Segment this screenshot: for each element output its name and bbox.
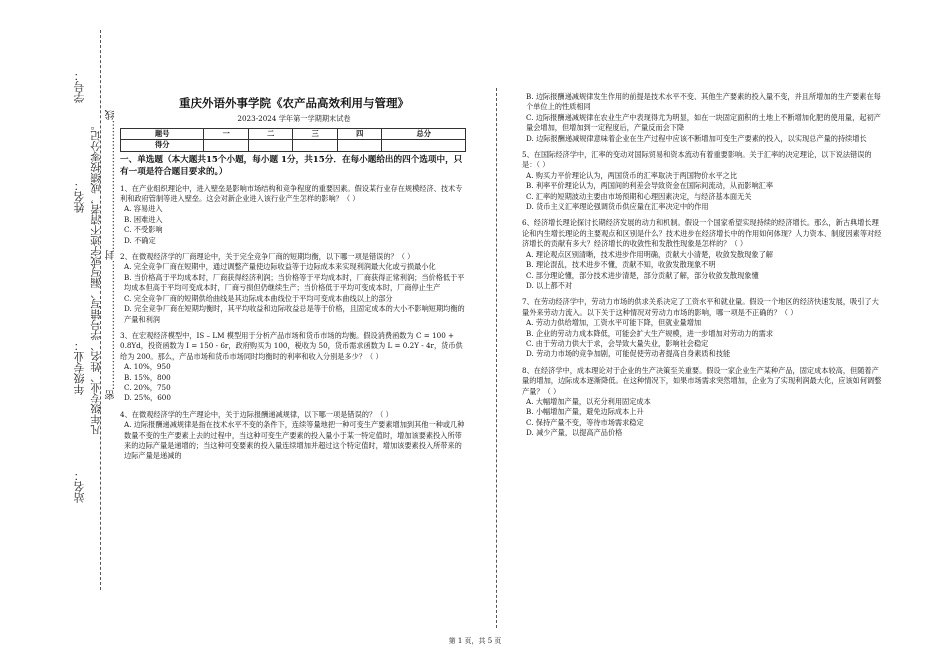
option-d[interactable]: D. 货币主义汇率理论强调货币供应量在汇率决定中的作用: [526, 202, 709, 212]
option-a[interactable]: A. 理论观点区别清晰，技术进步作用明确，贡献大小清楚，收敛发散现象了解: [526, 249, 773, 259]
site-label: 站名：: [73, 470, 86, 503]
question-stem: 6、经济增长理论探讨长期经济发展的动力和机制。假设一个国家希望实现持续的经济增长。那么，新古典增长理论和内生增长理论的主要观点和区别是什么？技术进步在经济增长中的作用如何体现？人力资本、制度因素等对经济增长的贡献有多大？经济增长的收敛性和发散性现象是怎样的？（ ）: [522, 218, 882, 249]
score-input-cell[interactable]: [337, 140, 382, 151]
option-d[interactable]: D. 不确定: [124, 235, 156, 245]
option-c[interactable]: C. 保持产量不变，等待市场需求稳定: [526, 417, 644, 427]
option-b[interactable]: B. 利率平价理论认为，两国间的利差会导致资金在国际间流动，从而影响汇率: [526, 181, 774, 191]
binding-margin: [28, 40, 117, 600]
option-a[interactable]: A. 购买力平价理论认为，两国货币的汇率取决于两国物价水平之比: [526, 170, 738, 180]
score-row-label: 得分: [121, 140, 204, 151]
option-a[interactable]: A. 完全竞争厂商在短期中，通过调整产量使边际收益等于边际成本来实现利润最大化或亏损最小化: [124, 262, 436, 272]
option-b[interactable]: B. 边际报酬递减规律发生作用的前提是技术水平不变、其他生产要素的投入量不变，并且所增加的生产要素在每个单位上的性质相同: [526, 92, 881, 112]
option-c[interactable]: C. 部分理论懂，部分技术进步清楚，部分贡献了解，部分收敛发散现象懂: [526, 270, 759, 280]
option-c[interactable]: C. 边际报酬递减规律在农业生产中表现得尤为明显，如在一块固定面积的土地上不断增加化肥的使用量，起初产量会增加，但增加到一定程度后，产量反而会下降: [526, 112, 881, 133]
name-label: 姓名：: [73, 180, 86, 213]
question-4-continued: [522, 92, 882, 144]
option-b[interactable]: B. 企业的劳动力成本降低，可能会扩大生产规模，进一步增加对劳动力的需求: [526, 328, 774, 338]
binding-seal-line: 密…………………………………封…………………………………线: [106, 110, 117, 400]
question-stem: 7、在劳动经济学中，劳动力市场的供求关系决定了工资水平和就业量。假设一个地区的经济快速发展，吸引了大量外来劳动力流入。以下关于这种情况对劳动力市场的影响，哪一项是不正确的？（ ）: [522, 297, 879, 317]
score-header-cell: 三: [293, 128, 338, 139]
option-d[interactable]: D. 减少产量，以提高产品价格: [526, 428, 623, 438]
score-input-cell[interactable]: [382, 140, 466, 151]
question-stem: 4、在微观经济学的生产理论中，关于边际报酬递减规律，以下哪一项是错误的？（ ）: [120, 409, 393, 419]
question-6: [522, 218, 882, 291]
grade-major-label: 年级专业：: [73, 340, 86, 395]
score-header-cell: 一: [204, 128, 249, 139]
question-stem: 2、在微观经济学的厂商理论中，关于完全竞争厂商的短期均衡，以下哪一项是错误的？（ ）: [120, 252, 415, 262]
binding-notice: 凡年级专业、姓名、学号错写、漏写或字迹不清者，成绩按零分记。: [90, 120, 102, 435]
option-b[interactable]: B. 15%，800: [124, 372, 171, 382]
option-d[interactable]: D. 以上都不对: [526, 280, 573, 290]
score-table: [120, 128, 466, 152]
question-stem: 3、在宏观经济模型中，IS – LM 模型用于分析产品市场和货币市场的均衡。假设消费函数为 C = 100 + 0.8Yd，投资函数为 I = 150 - 6r，政府购买为 100，税收为 50，货币需求函数为 L = 0.2Y - 4r，货币供给为 200。那么，产品市场和货币市场同时均衡时的利率和收入分别是多少？（ ）: [120, 330, 463, 361]
question-7: [522, 297, 882, 359]
score-input-cell[interactable]: [293, 140, 338, 151]
column-divider: [496, 88, 497, 628]
option-c[interactable]: C. 汇率的短期波动主要由市场预期和心理因素决定，与经济基本面无关: [526, 191, 752, 201]
option-b[interactable]: B. 理论混乱，技术进步不懂，贡献不知，收敛发散现象不明: [526, 260, 716, 270]
option-a[interactable]: A. 大幅增加产量，以充分利用固定成本: [526, 396, 651, 406]
score-header-cell: 题号: [121, 128, 204, 139]
option-a[interactable]: A. 边际报酬递减规律是指在技术水平不变的条件下，连续等量地把一种可变生产要素增加到其他一种或几种数量不变的生产要素上去的过程中，当这种可变生产要素的投入量小于某一特定值时，增加该要素投入所带来的边际产量是递增的；当这种可变要素的投入量连续增加并超过这个特定值时，增加该要素投入所带来的边际产量是递减的: [124, 420, 465, 461]
page-footer: 第 1 页，共 5 页: [448, 637, 502, 645]
option-a[interactable]: A. 容易进入: [124, 204, 163, 214]
option-b[interactable]: B. 小幅增加产量，避免边际成本上升: [526, 407, 644, 417]
option-c[interactable]: C. 由于劳动力供大于求，会导致大量失业，影响社会稳定: [526, 338, 709, 348]
question-stem: 5、在国际经济学中，汇率的变动对国际贸易和资本流动有着重要影响。关于汇率的决定理论，以下说法错误的是：（ ）: [522, 150, 872, 170]
score-input-cell[interactable]: [248, 140, 293, 151]
score-header-cell: 总分: [382, 128, 466, 139]
score-header-cell: 四: [337, 128, 382, 139]
question-4: [120, 410, 468, 462]
question-stem: 1、在产业组织理论中，进入壁垒是影响市场结构和竞争程度的重要因素。假设某行业存在规模经济、技术专利和政府管制等进入壁垒。这会对新企业进入该行业产生怎样的影响？（ ）: [120, 183, 463, 204]
left-column: [120, 88, 468, 462]
option-c[interactable]: C. 完全竞争厂商的短期供给曲线是其边际成本曲线位于平均可变成本曲线以上的部分: [124, 293, 393, 303]
option-a[interactable]: A. 10%，950: [124, 362, 171, 372]
question-2: [120, 252, 468, 325]
option-d[interactable]: D. 劳动力市场的竞争加剧，可能促使劳动者提高自身素质和技能: [526, 349, 731, 359]
option-c[interactable]: C. 不受影响: [124, 225, 163, 235]
student-id-label: 学号：: [73, 70, 86, 103]
option-c[interactable]: C. 20%，750: [124, 382, 171, 392]
option-b[interactable]: B. 困难进入: [124, 214, 163, 224]
option-d[interactable]: D. 25%，600: [124, 393, 171, 403]
question-8: [522, 366, 882, 439]
question-stem: 8、在经济学中，成本理论对于企业的生产决策至关重要。假设一家企业生产某种产品，固定成本较高，但随着产量的增加，边际成本逐渐降低。在这种情况下，如果市场需求突然增加，企业为了实现利润最大化，应该如何调整产量？（ ）: [522, 365, 882, 396]
exam-title: 重庆外语外事学院《农产品高效利用与管理》: [179, 96, 409, 110]
section-heading: 一、单选题（本大题共15个小题，每小题 1分，共15分．在每小题给出的四个选项中，只有一项是符合题目要求的。）: [120, 154, 463, 177]
option-d[interactable]: D. 完全竞争厂商在短期均衡时，其平均收益和边际收益总是等于价格，且固定成本的大小不影响短期均衡的产量和利润: [124, 304, 465, 324]
exam-subtitle: 2023-2024 学年第一学期期末试卷: [237, 114, 351, 124]
score-header-cell: 二: [248, 128, 293, 139]
question-1: [120, 184, 468, 246]
option-b[interactable]: B. 当价格高于平均成本时，厂商获得经济利润；当价格等于平均成本时，厂商获得正常利润；当价格低于平均成本但高于平均可变成本时，厂商亏损但仍继续生产；当价格低于平均可变成本时，厂商停止生产: [124, 272, 465, 293]
right-column: [522, 92, 882, 439]
option-a[interactable]: A. 劳动力供给增加，工资水平可能下降，但就业量增加: [526, 318, 702, 328]
cut-line: [100, 30, 101, 590]
question-5: [522, 150, 882, 212]
question-3: [120, 331, 468, 404]
score-input-cell[interactable]: [204, 140, 249, 151]
option-d[interactable]: D. 边际报酬递减规律意味着企业在生产过程中应该不断增加可变生产要素的投入，以实现总产量的持续增长: [526, 133, 867, 143]
